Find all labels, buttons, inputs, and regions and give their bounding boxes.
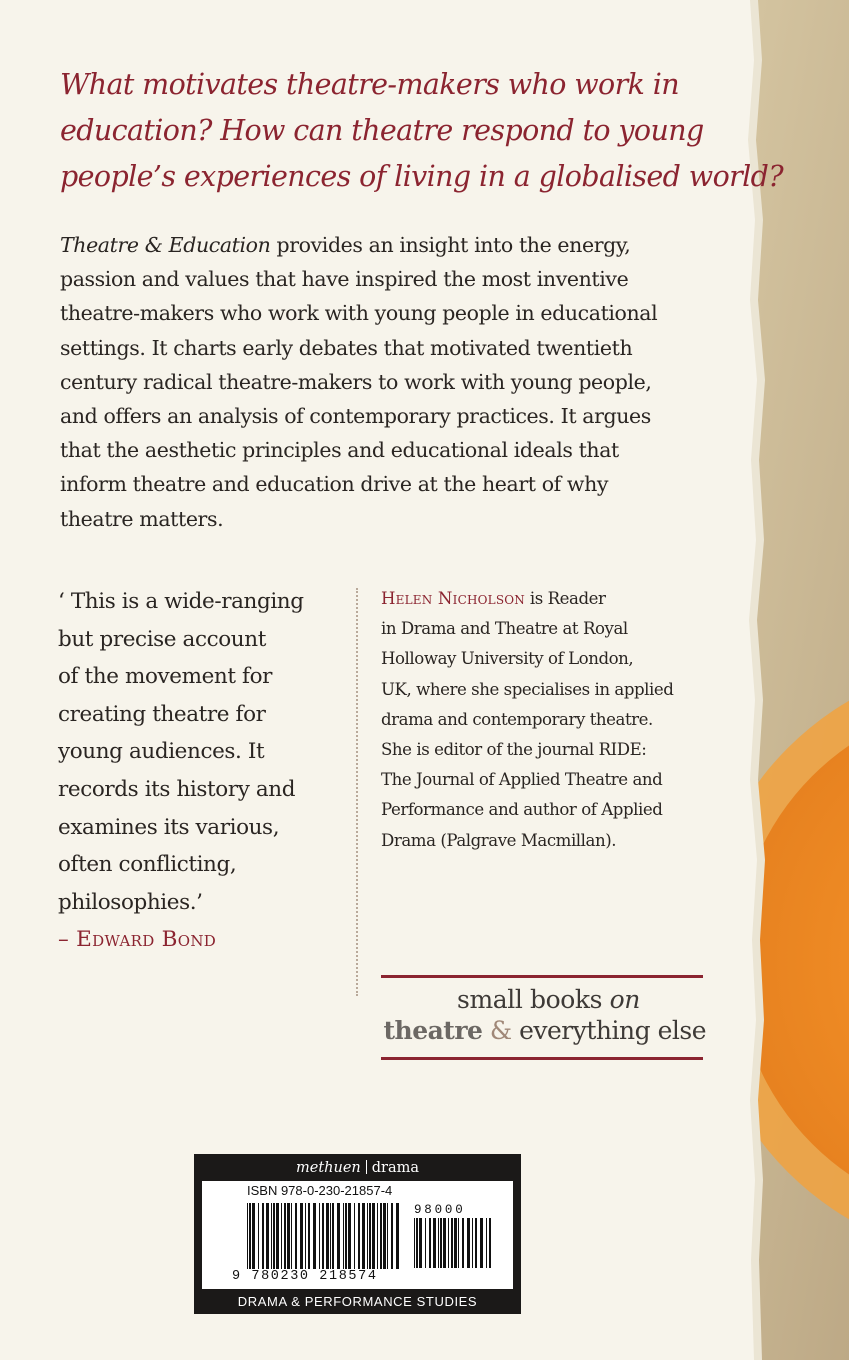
barcode-bar bbox=[475, 1218, 477, 1268]
bio-line: The Journal of Applied Theatre and bbox=[381, 770, 663, 790]
publisher-imprint: drama bbox=[371, 1160, 420, 1176]
series-line-1 bbox=[381, 985, 640, 1015]
author-name: Helen Nicholson bbox=[381, 589, 526, 608]
series-text-bold: theatre bbox=[383, 1016, 483, 1045]
barcode-bar bbox=[249, 1203, 251, 1269]
isbn-barcode bbox=[247, 1203, 403, 1269]
blurb-line: century radical theatre-makers to work with young people, bbox=[60, 369, 652, 394]
barcode-bar bbox=[348, 1203, 351, 1269]
barcode-bar bbox=[326, 1203, 329, 1269]
barcode-bar bbox=[429, 1218, 431, 1268]
barcode-bar bbox=[387, 1203, 388, 1269]
barcode-bar bbox=[472, 1218, 473, 1268]
blurb-line: inform theatre and education drive at the heart of why bbox=[60, 472, 609, 497]
blurb-line: theatre matters. bbox=[60, 506, 224, 531]
blurb-line: settings. It charts early debates that motivated twentieth bbox=[60, 335, 633, 360]
book-title: Theatre & Education bbox=[60, 233, 271, 257]
barcode-bar bbox=[480, 1218, 483, 1268]
barcode-bar bbox=[440, 1218, 442, 1268]
barcode-bar bbox=[262, 1203, 264, 1269]
barcode-bar bbox=[489, 1218, 491, 1268]
barcode-bar bbox=[330, 1203, 331, 1269]
barcode-panel bbox=[194, 1154, 521, 1314]
subject-category: DRAMA & PERFORMANCE STUDIES bbox=[237, 1294, 478, 1309]
series-rule-bottom bbox=[381, 1057, 703, 1060]
barcode-bar bbox=[448, 1218, 449, 1268]
barcode-bar bbox=[343, 1203, 344, 1269]
dotted-divider bbox=[356, 588, 358, 996]
series-text: everything else bbox=[519, 1016, 706, 1045]
series-tagline bbox=[381, 985, 706, 1047]
barcode-bar bbox=[258, 1203, 259, 1269]
series-line-2 bbox=[381, 1015, 706, 1047]
barcode-bar bbox=[300, 1203, 303, 1269]
series-text: small books bbox=[457, 985, 610, 1014]
question-line: What motivates theatre-makers who work in bbox=[60, 68, 680, 101]
question-line: people’s experiences of living in a globalised world? bbox=[60, 160, 784, 193]
bio-line: in Drama and Theatre at Royal bbox=[381, 619, 628, 639]
series-ampersand: & bbox=[482, 1016, 520, 1045]
barcode-bar bbox=[345, 1203, 347, 1269]
bio-line: Holloway University of London, bbox=[381, 649, 634, 669]
barcode-bar bbox=[438, 1218, 439, 1268]
quote-line: creating theatre for bbox=[58, 701, 266, 727]
quote-line: examines its various, bbox=[58, 814, 280, 840]
bio-line: Performance and author of Applied bbox=[381, 800, 663, 820]
blurb-line bbox=[60, 228, 750, 262]
barcode-bar bbox=[416, 1218, 418, 1268]
barcode-bar bbox=[425, 1218, 426, 1268]
barcode-bar bbox=[391, 1203, 393, 1269]
barcode-bar bbox=[419, 1218, 422, 1268]
blurb-line: passion and values that have inspired the most inventive bbox=[60, 267, 629, 292]
endorsement-quote bbox=[58, 583, 348, 959]
barcode-bar bbox=[380, 1203, 382, 1269]
blurb-text: provides an insight into the energy, bbox=[270, 233, 631, 257]
barcode-bar bbox=[287, 1203, 290, 1269]
barcode-bar bbox=[383, 1203, 386, 1269]
publisher-separator bbox=[366, 1160, 367, 1174]
quote-line: records its history and bbox=[58, 776, 296, 802]
barcode-bar bbox=[332, 1203, 334, 1269]
isbn-label: ISBN 978-0-230-21857-4 bbox=[247, 1183, 393, 1198]
quote-line: young audiences. It bbox=[58, 739, 265, 765]
barcode-bar bbox=[451, 1218, 453, 1268]
book-blurb bbox=[60, 228, 750, 536]
publisher-name: methuen bbox=[295, 1160, 361, 1176]
publisher-logo bbox=[194, 1156, 521, 1180]
barcode-bar bbox=[367, 1203, 368, 1269]
quote-attribution: – Edward Bond bbox=[58, 927, 217, 953]
series-rule-top bbox=[381, 975, 703, 978]
author-bio bbox=[381, 584, 721, 856]
headline-questions bbox=[60, 62, 784, 200]
barcode-bar bbox=[414, 1218, 415, 1268]
barcode-bar bbox=[305, 1203, 306, 1269]
bio-line: She is editor of the journal RIDE: bbox=[381, 740, 647, 760]
barcode-bar bbox=[369, 1203, 371, 1269]
barcode-area bbox=[202, 1181, 513, 1289]
barcode-digits: 9 780230 218574 bbox=[232, 1269, 378, 1284]
barcode-bar bbox=[252, 1203, 255, 1269]
barcode-bar bbox=[313, 1203, 316, 1269]
barcode-bar bbox=[458, 1218, 459, 1268]
barcode-bar bbox=[396, 1203, 399, 1269]
bio-text: is Reader bbox=[525, 589, 606, 608]
bio-line: Drama (Palgrave Macmillan). bbox=[381, 830, 617, 850]
barcode-bar bbox=[443, 1218, 446, 1268]
question-line: education? How can theatre respond to young bbox=[60, 114, 704, 147]
barcode-bar bbox=[291, 1203, 292, 1269]
barcode-bar bbox=[354, 1203, 355, 1269]
barcode-bar bbox=[377, 1203, 378, 1269]
quote-line: often conflicting, bbox=[58, 852, 237, 878]
barcode-bar bbox=[308, 1203, 310, 1269]
bio-line: UK, where she specialises in applied bbox=[381, 679, 674, 699]
blurb-line: and offers an analysis of contemporary practices. It argues bbox=[60, 404, 651, 429]
barcode-bar bbox=[462, 1218, 464, 1268]
barcode-bar bbox=[295, 1203, 297, 1269]
quote-line: of the movement for bbox=[58, 664, 272, 690]
bio-line bbox=[381, 584, 721, 614]
barcode-bar bbox=[276, 1203, 279, 1269]
quote-line: but precise account bbox=[58, 626, 266, 652]
barcode-bar bbox=[433, 1218, 436, 1268]
barcode-bar bbox=[358, 1203, 360, 1269]
barcode-bar bbox=[273, 1203, 275, 1269]
bio-line: drama and contemporary theatre. bbox=[381, 709, 653, 729]
barcode-bar bbox=[247, 1203, 248, 1269]
quote-line: ‘ This is a wide-ranging bbox=[58, 589, 304, 614]
barcode-bar bbox=[322, 1203, 324, 1269]
barcode-bar bbox=[454, 1218, 457, 1268]
barcode-bar bbox=[271, 1203, 272, 1269]
barcode-bar bbox=[337, 1203, 340, 1269]
barcode-bar bbox=[266, 1203, 269, 1269]
barcode-bar bbox=[486, 1218, 487, 1268]
barcode-bar bbox=[281, 1203, 282, 1269]
barcode-bar bbox=[362, 1203, 365, 1269]
blurb-line: theatre-makers who work with young people in educational bbox=[60, 301, 658, 326]
series-text-italic: on bbox=[609, 985, 640, 1014]
barcode-bar bbox=[372, 1203, 375, 1269]
barcode-bar bbox=[284, 1203, 286, 1269]
barcode-bar bbox=[467, 1218, 470, 1268]
quote-line: philosophies.’ bbox=[58, 889, 203, 915]
price-code: 98000 bbox=[414, 1203, 466, 1217]
barcode-bar bbox=[319, 1203, 320, 1269]
blurb-line: that the aesthetic principles and educational ideals that bbox=[60, 438, 619, 463]
price-barcode bbox=[414, 1218, 493, 1268]
